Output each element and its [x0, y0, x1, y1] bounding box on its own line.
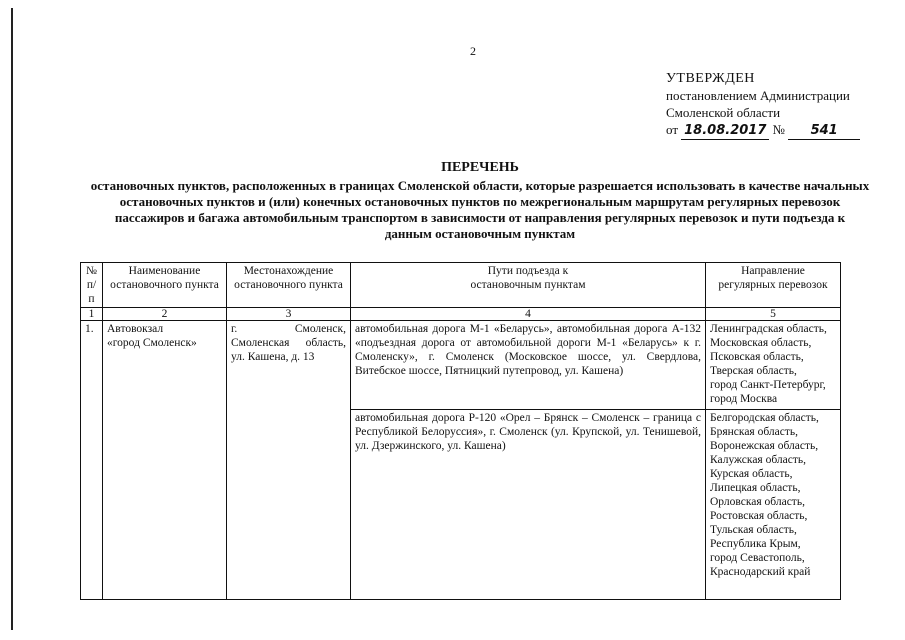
approval-line-1: постановлением Администрации [666, 88, 850, 103]
approval-line-2: Смоленской области [666, 105, 781, 120]
document-subtitle: остановочных пунктов, расположенных в границах Смоленской области, которые разрешается использовать в качестве начальных остановочных пунктов и (или) конечных остановочных пунктов по межрегиональным маршрутам регулярных перевозок пассажиров и багажа автомобильным транспортом в зависимости от направления регулярных перевозок и пути подъезда к данным остановочным пунктам [90, 178, 870, 241]
page-number: 2 [470, 44, 476, 58]
header-direction: Направление регулярных перевозок [706, 263, 841, 308]
approval-date: 18.08.2017 [681, 122, 769, 140]
column-number-row [81, 308, 841, 321]
row-number: 1. [81, 321, 103, 600]
column-number: 5 [706, 308, 841, 321]
header-row [81, 263, 841, 308]
document-heading [90, 160, 870, 242]
stop-location: г. Смоленск, Смоленская область, ул. Кашена, д. 13 [227, 321, 351, 600]
header-location: Местонахождение остановочного пункта [227, 263, 351, 308]
stop-name: Автовокзал «город Смоленск» [103, 321, 227, 600]
header-stop-name: Наименование остановочного пункта [103, 263, 227, 308]
route-direction: Ленинградская область, Московская область, Псковская область, Тверская область, город Санкт-Петербург, город Москва [706, 321, 841, 410]
document-title: ПЕРЕЧЕНЬ [441, 160, 519, 175]
stops-table [80, 262, 841, 600]
table-row [81, 321, 841, 410]
access-route: автомобильная дорога М-1 «Беларусь», автомобильная дорога А-132 «подъездная дорога от автомобильной дороги М-1 «Беларусь» к г. Смоленску», г. Смоленск (Московское шоссе, ул. Свердлова, Витебское шоссе, Пятницкий путепровод, ул. Кашена) [351, 321, 706, 410]
column-number: 3 [227, 308, 351, 321]
header-access-routes: Пути подъезда к остановочным пунктам [351, 263, 706, 308]
column-number: 2 [103, 308, 227, 321]
column-number: 4 [351, 308, 706, 321]
column-number: 1 [81, 308, 103, 321]
left-margin-line [11, 8, 13, 630]
approval-date-row [666, 121, 860, 140]
approval-title: УТВЕРЖДЕН [666, 71, 755, 86]
access-route: автомобильная дорога Р-120 «Орел – Брянск – Смоленск – граница с Республикой Белоруссия», г. Смоленск (ул. Крупской, ул. Тенишевой, ул. Дзержинского, ул. Кашена) [351, 410, 706, 600]
approval-number: 541 [788, 122, 860, 140]
route-direction: Белгородская область, Брянская область, Воронежская область, Калужская область, Курская область, Липецкая область, Орловская область, Ростовская область, Тульская область, Республика Крым, город Севастополь, Краснодарский край [706, 410, 841, 600]
date-prefix: от [666, 122, 679, 137]
number-prefix: № [772, 122, 785, 137]
header-number: № п/п [81, 263, 103, 308]
approval-block [666, 70, 860, 140]
